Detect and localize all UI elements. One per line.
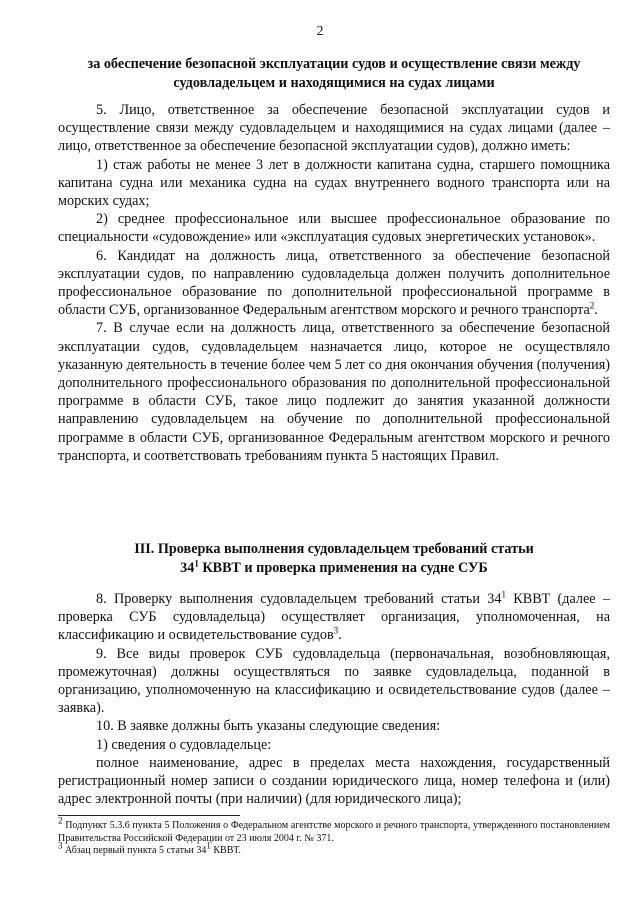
footnote-3-text-b: КВВТ. <box>210 845 241 856</box>
footnote-2 <box>58 815 610 845</box>
heading-rest: КВВТ и проверка применения на судне СУБ <box>198 559 488 576</box>
paragraph-8-part-b: КВВТ (далее – проверка СУБ судовладельца) осуществляет организация, уполномоченная, на классификацию и освидетельствование судов <box>58 591 610 644</box>
paragraph-8 <box>58 590 610 645</box>
footnote-3-sup: 1 <box>206 840 211 851</box>
paragraph-6: 6. Кандидат на должность лица, ответственного за обеспечение безопасной эксплуатации судов, по направлению судовладельца должен получить дополнительное профессиональное образование по дополнительной профессиональной программе в области СУБ, организованное Федеральным агентством морского и речного транспорта$^2$. <box>58 247 610 319</box>
paragraph-5-item-1: 1) стаж работы не менее 3 лет в должности капитана судна, старшего помощника капитана судна или механика судна на судах внутреннего водного транспорта или на морских судах; <box>58 156 610 210</box>
section-3-heading-line-2 <box>58 559 610 578</box>
article-sup: 1 <box>194 557 199 568</box>
paragraph-10-item-1-detail: полное наименование, адрес в пределах места нахождения, государственный регистрационный номер записи о создании юридического лица, номер телефона и (или) адрес электронной почты (при наличии) (для юридического лица); <box>58 754 610 808</box>
article-sup-ref: 1 <box>501 589 506 600</box>
footnotes <box>58 815 610 858</box>
footnote-ref-2: 2 <box>589 300 595 311</box>
paragraph-10: 10. В заявке должны быть указаны следующие сведения: <box>96 718 441 735</box>
footnote-ref-3: 3 <box>333 625 339 636</box>
paragraph-6-text: 6. Кандидат на должность лица, ответственного за обеспечение безопасной эксплуатации судов, по направлению судовладельца должен получить дополнительное профессиональное образование по дополнительной профессиональной программе в области СУБ, организованное Федеральным агентством морского и речного транспорта <box>58 247 610 319</box>
paragraph-5: 5. Лицо, ответственное за обеспечение безопасной эксплуатации судов и осуществление связи между судовладельцем и находящимися на судах лицами (далее – лицо, ответственное за обеспечение безопасной эксплуатации судов), должно иметь: <box>58 102 610 155</box>
footnote-3 <box>58 840 610 858</box>
footnote-2-text: Подпункт 5.3.6 пункта 5 Положения о Федеральном агентстве морского и речного транспорта, утвержденного постановлением Правительства Российской Федерации от 23 июля 2004 г. № 371. <box>58 820 610 844</box>
footnote-2-number: 2 <box>58 815 63 826</box>
paragraph-8-part-a: 8. Проверку выполнения судовладельцем требований статьи 34 <box>96 591 502 607</box>
paragraph-9: 9. Все виды проверок СУБ судовладельца (первоначальная, возобновляющая, промежуточная) должны осуществляться по заявке судовладельца, поданной в организацию, уполномоченную на классификацию и освидетельствование судов (далее – заявка). <box>58 645 610 717</box>
footnote-3-number: 3 <box>58 840 63 851</box>
paragraph-5-item-2: 2) среднее профессиональное или высшее профессиональное образование по специальности «судовождение» или «эксплуатация судовых энергетических установок». <box>58 211 610 246</box>
section-3-heading-line-1: III. Проверка выполнения судовладельцем требований статьи <box>134 541 534 557</box>
paragraph-7: 7. В случае если на должность лица, ответственного за обеспечение безопасной эксплуатации судов, судовладельцем назначается лицо, которое не осуществляло указанную деятельность в течение более чем 5 лет со дня окончания обучения (получения) дополнительного профессионального образования по дополнительной профессиональной программе в области СУБ, такое лицо подлежит до занятия указанной должности направлению судовладельцем на обучение по дополнительной профессиональной программе в области СУБ, организованное Федеральным агентством морского и речного транспорта, и соответствовать требованиям пункта 5 настоящих Правил. <box>58 320 610 464</box>
section-heading: за обеспечение безопасной эксплуатации судов и осуществление связи между судовладельцем и находящимися на судах лицами <box>87 56 581 91</box>
paragraph-8-end: . <box>338 627 342 644</box>
footnote-separator <box>58 815 240 816</box>
section-3-heading <box>58 540 610 577</box>
article-number: 34 <box>180 559 195 576</box>
body-text-section-1 <box>58 101 610 465</box>
body-text-section-3 <box>58 590 610 808</box>
footnote-3-text-a: Абзац первый пункта 5 статьи 34 <box>62 845 207 856</box>
paragraph-10-item-1: 1) сведения о судовладельце: <box>96 736 272 753</box>
page-number: 2 <box>316 24 324 39</box>
